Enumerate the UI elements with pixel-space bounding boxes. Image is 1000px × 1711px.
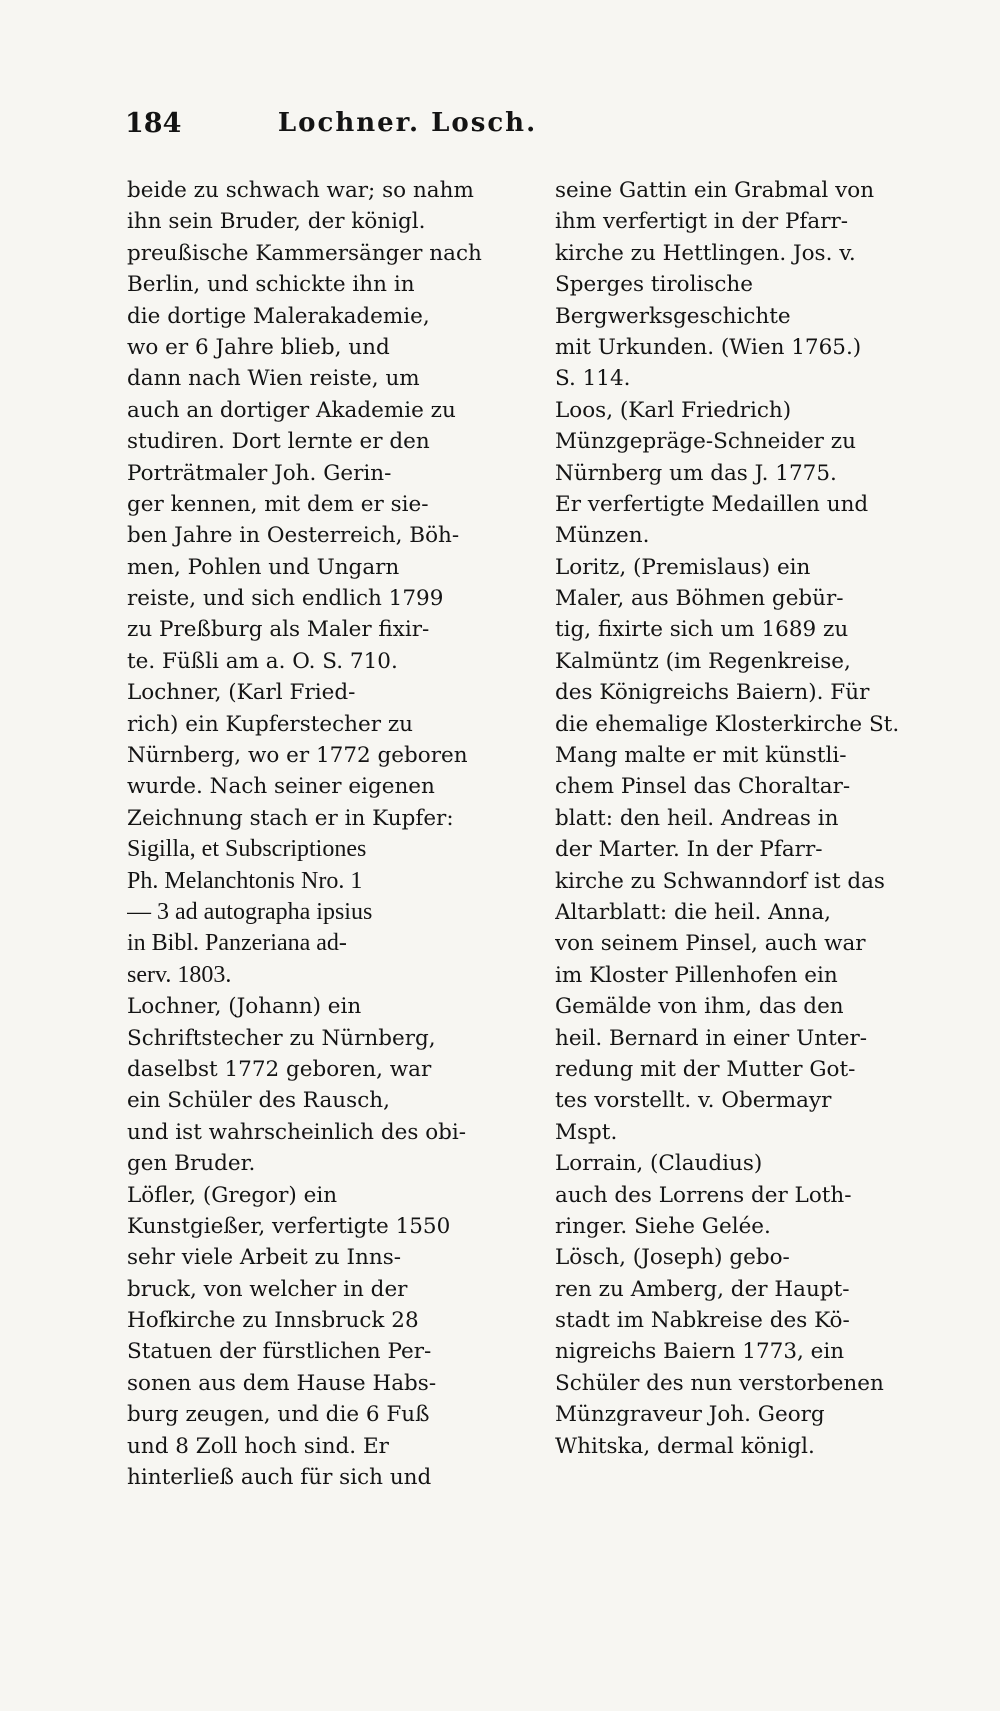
text-line: sehr viele Arbeit zu Inns- bbox=[127, 1245, 402, 1271]
text-line: chem Pinsel das Choraltar- bbox=[555, 774, 851, 800]
left-column bbox=[127, 175, 512, 1493]
text-line: zu Preßburg als Maler fixir- bbox=[127, 617, 430, 643]
text-line: Loritz, (Premislaus) ein bbox=[555, 554, 811, 580]
page-number: 184 bbox=[125, 108, 182, 139]
text-line: Mang malte er mit künstli- bbox=[555, 743, 847, 769]
text-line: Nürnberg, wo er 1772 geboren bbox=[127, 743, 468, 769]
text-line: rich) ein Kupferstecher zu bbox=[127, 711, 413, 737]
text-line: ben Jahre in Oesterreich, Böh- bbox=[127, 523, 460, 549]
text-line: des Königreichs Baiern). Für bbox=[555, 680, 870, 706]
text-line: Zeichnung stach er in Kupfer: bbox=[127, 805, 454, 831]
text-line: Bergwerksgeschichte bbox=[555, 303, 791, 329]
text-line: Kalmüntz (im Regenkreise, bbox=[555, 648, 851, 674]
text-line: die dortige Malerakademie, bbox=[127, 303, 430, 329]
text-line: preußische Kammersänger nach bbox=[127, 240, 482, 266]
text-line: hinterließ auch für sich und bbox=[127, 1465, 432, 1491]
text-line: Lochner, (Johann) ein bbox=[127, 994, 362, 1020]
text-line: in Bibl. Panzeriana ad- bbox=[127, 930, 347, 957]
page-header bbox=[125, 108, 690, 148]
text-line: Lorrain, (Claudius) bbox=[555, 1151, 763, 1177]
text-line: Schüler des nun verstorbenen bbox=[555, 1370, 884, 1396]
text-line: bruck, von welcher in der bbox=[127, 1276, 408, 1302]
text-line: ihn sein Bruder, der königl. bbox=[127, 209, 426, 235]
text-line: von seinem Pinsel, auch war bbox=[555, 931, 866, 957]
text-line: Lösch, (Joseph) gebo- bbox=[555, 1245, 790, 1271]
text-line: Münzgepräge-Schneider zu bbox=[555, 429, 856, 455]
right-column bbox=[555, 175, 935, 1462]
text-line: und 8 Zoll hoch sind. Er bbox=[127, 1433, 389, 1459]
text-line: Löfler, (Gregor) ein bbox=[127, 1182, 338, 1208]
text-line: wurde. Nach seiner eigenen bbox=[127, 774, 435, 800]
text-line: daselbst 1772 geboren, war bbox=[127, 1056, 432, 1082]
text-line: auch des Lorrens der Loth- bbox=[555, 1182, 852, 1208]
text-line: studiren. Dort lernte er den bbox=[127, 429, 430, 455]
text-line: nigreichs Baiern 1773, ein bbox=[555, 1339, 845, 1365]
text-line: Er verfertigte Medaillen und bbox=[555, 491, 869, 517]
text-line: Sperges tirolische bbox=[555, 272, 753, 298]
text-line: Nürnberg um das J. 1775. bbox=[555, 460, 837, 486]
text-line: burg zeugen, und die 6 Fuß bbox=[127, 1402, 430, 1428]
text-line: ger kennen, mit dem er sie- bbox=[127, 491, 429, 517]
text-line: Porträtmaler Joh. Gerin- bbox=[127, 460, 392, 486]
text-line: blatt: den heil. Andreas in bbox=[555, 805, 839, 831]
text-line: Gemälde von ihm, das den bbox=[555, 994, 844, 1020]
text-line: Münzgraveur Joh. Georg bbox=[555, 1402, 825, 1428]
text-line: Hofkirche zu Innsbruck 28 bbox=[127, 1308, 419, 1334]
text-line: heil. Bernard in einer Unter- bbox=[555, 1025, 868, 1051]
text-line: die ehemalige Klosterkirche St. bbox=[555, 711, 900, 737]
text-line: Berlin, und schickte ihn in bbox=[127, 272, 415, 298]
text-line: S. 114. bbox=[555, 366, 631, 392]
text-line: der Marter. In der Pfarr- bbox=[555, 837, 823, 863]
text-line: tig, fixirte sich um 1689 zu bbox=[555, 617, 849, 643]
text-line: beide zu schwach war; so nahm bbox=[127, 178, 474, 203]
text-line: Ph. Melanchtonis Nro. 1 bbox=[127, 867, 363, 894]
text-line: dann nach Wien reiste, um bbox=[127, 366, 420, 392]
text-line: sonen aus dem Hause Habs- bbox=[127, 1370, 437, 1396]
text-line: im Kloster Pillenhofen ein bbox=[555, 962, 838, 988]
running-head: Lochner. Losch. bbox=[277, 108, 538, 138]
text-line: stadt im Nabkreise des Kö- bbox=[555, 1308, 850, 1334]
text-line: wo er 6 Jahre blieb, und bbox=[127, 334, 390, 360]
text-line: gen Bruder. bbox=[127, 1151, 256, 1177]
text-line: Kunstgießer, verfertigte 1550 bbox=[127, 1213, 451, 1239]
text-line: kirche zu Schwanndorf ist das bbox=[555, 868, 885, 894]
text-line: mit Urkunden. (Wien 1765.) bbox=[555, 334, 862, 360]
text-line: Whitska, dermal königl. bbox=[555, 1433, 815, 1459]
text-line: Loos, (Karl Friedrich) bbox=[555, 397, 792, 423]
text-line: ihm verfertigt in der Pfarr- bbox=[555, 209, 849, 235]
text-line: — 3 ad autographa ipsius bbox=[127, 898, 373, 925]
text-line: Maler, aus Böhmen gebür- bbox=[555, 586, 844, 612]
text-line: ren zu Amberg, der Haupt- bbox=[555, 1276, 850, 1302]
text-line: redung mit der Mutter Got- bbox=[555, 1056, 856, 1082]
text-line: Mspt. bbox=[555, 1119, 618, 1145]
text-line: auch an dortiger Akademie zu bbox=[127, 397, 456, 423]
text-line: kirche zu Hettlingen. Jos. v. bbox=[555, 240, 856, 266]
text-line: ringer. Siehe Gelée. bbox=[555, 1213, 771, 1239]
text-line: reiste, und sich endlich 1799 bbox=[127, 586, 444, 612]
text-line: Sigilla, et Subscriptiones bbox=[127, 836, 367, 863]
text-line: te. Füßli am a. O. S. 710. bbox=[127, 648, 398, 674]
text-line: men, Pohlen und Ungarn bbox=[127, 554, 400, 580]
text-line: serv. 1803. bbox=[127, 961, 232, 988]
text-line: Statuen der fürstlichen Per- bbox=[127, 1339, 432, 1365]
text-line: seine Gattin ein Grabmal von bbox=[555, 178, 875, 203]
text-line: Lochner, (Karl Fried- bbox=[127, 680, 356, 706]
text-line: ein Schüler des Rausch, bbox=[127, 1088, 390, 1114]
text-line: Altarblatt: die heil. Anna, bbox=[555, 899, 832, 925]
text-line: tes vorstellt. v. Obermayr bbox=[555, 1088, 832, 1114]
text-line: Münzen. bbox=[555, 523, 650, 549]
text-line: Schriftstecher zu Nürnberg, bbox=[127, 1025, 436, 1051]
text-line: und ist wahrscheinlich des obi- bbox=[127, 1119, 467, 1145]
